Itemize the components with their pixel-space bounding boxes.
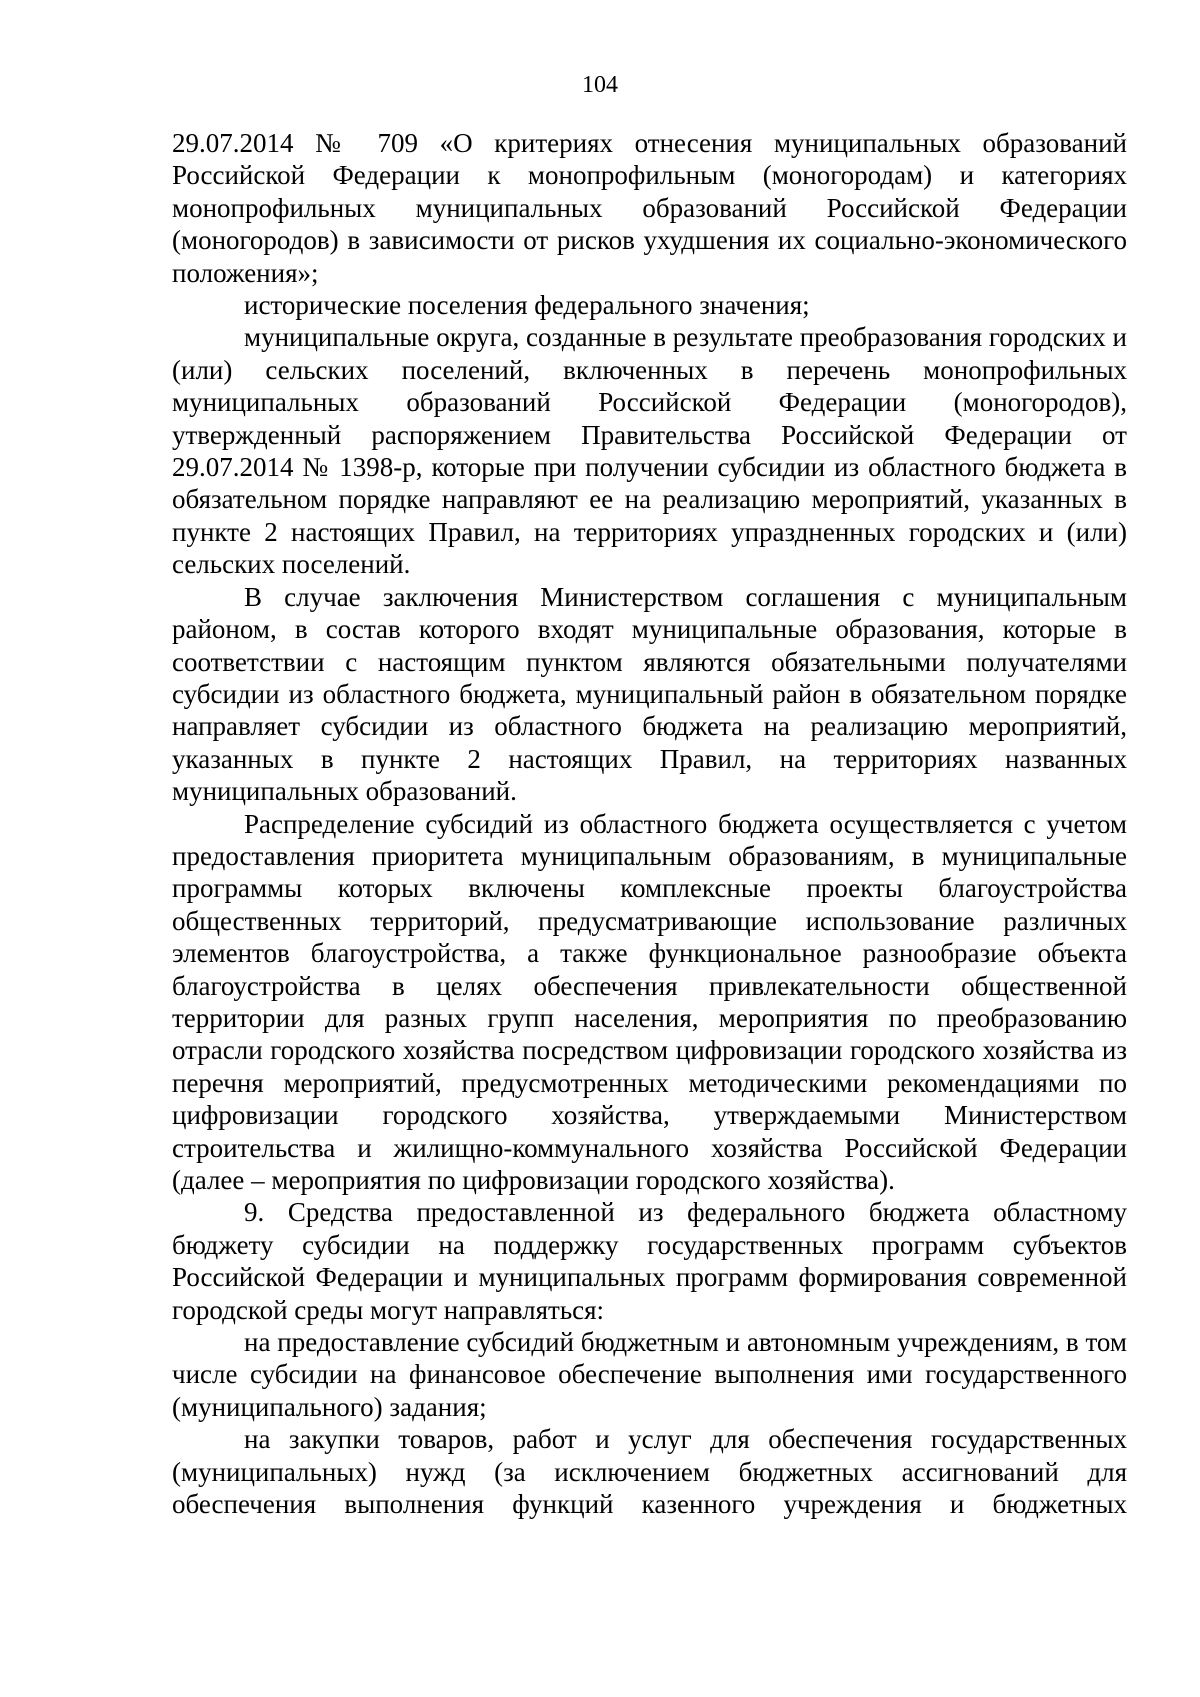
paragraph-agreement-with-district: В случае заключения Министерством соглашения с муниципальным районом, в состав которого входят муниципальные образования, которые в соответствии с настоящим пунктом являются обязательными получателями субсидии из областного бюджета, муниципальный район в обязательном порядке направляет субсидии из областного бюджета на реализацию мероприятий, указанных в пункте 2 настоящих Правил, на территориях названных муниципальных образований. bbox=[172, 581, 1127, 807]
document-body bbox=[172, 127, 1127, 1520]
paragraph-municipal-districts: муниципальные округа, созданные в результате преобразования городских и (или) сельских поселений, включенных в перечень монопрофильных муниципальных образований Российской Федерации (моногородов), утвержденный распоряжением Правительства Российской Федерации от 29.07.2014 № 1398-р, которые при получении субсидии из областного бюджета в обязательном порядке направляют ее на реализацию мероприятий, указанных в пункте 2 настоящих Правил, на территориях упраздненных городских и (или) сельских поселений. bbox=[172, 322, 1127, 580]
paragraph-criteria-continuation: 29.07.2014 № 709 «О критериях отнесения муниципальных образований Российской Федерации к монопрофильным (моногородам) и категориях монопрофильных муниципальных образований Российской Федерации (моногородов) в зависимости от рисков ухудшения их социально-экономического положения»; bbox=[172, 128, 1127, 288]
page-number: 104 bbox=[582, 72, 618, 98]
paragraph-distribution-priority: Распределение субсидий из областного бюджета осуществляется с учетом предоставления приоритета муниципальным образованиям, в муниципальные программы которых включены комплексные проекты благоустройства общественных территорий, предусматривающие использование различных элементов благоустройства, а также функциональное разнообразие объекта благоустройства в целях обеспечения привлекательности общественной территории для разных групп населения, мероприятия по преобразованию отрасли городского хозяйства посредством цифровизации городского хозяйства из перечня мероприятий, предусмотренных методическими рекомендациями по цифровизации городского хозяйства, утверждаемыми Министерством строительства и жилищно-коммунального хозяйства Российской Федерации (далее – мероприятия по цифровизации городского хозяйства). bbox=[172, 808, 1127, 1195]
paragraph-subsidies-institutions: на предоставление субсидий бюджетным и автономным учреждениям, в том числе субсидии на финансовое обеспечение выполнения ими государственного (муниципального) задания; bbox=[172, 1327, 1127, 1422]
paragraph-procurement: на закупки товаров, работ и услуг для обеспечения государственных (муниципальных) нужд (за исключением бюджетных ассигнований для обеспечения выполнения функций казенного учреждения и бюджетных bbox=[172, 1424, 1127, 1520]
paragraph-section-9: 9. Средства предоставленной из федерального бюджета областному бюджету субсидии на поддержку государственных программ субъектов Российской Федерации и муниципальных программ формирования современной городской среды могут направляться: bbox=[172, 1197, 1127, 1325]
paragraph-historical-settlements: исторические поселения федерального значения; bbox=[244, 290, 810, 321]
